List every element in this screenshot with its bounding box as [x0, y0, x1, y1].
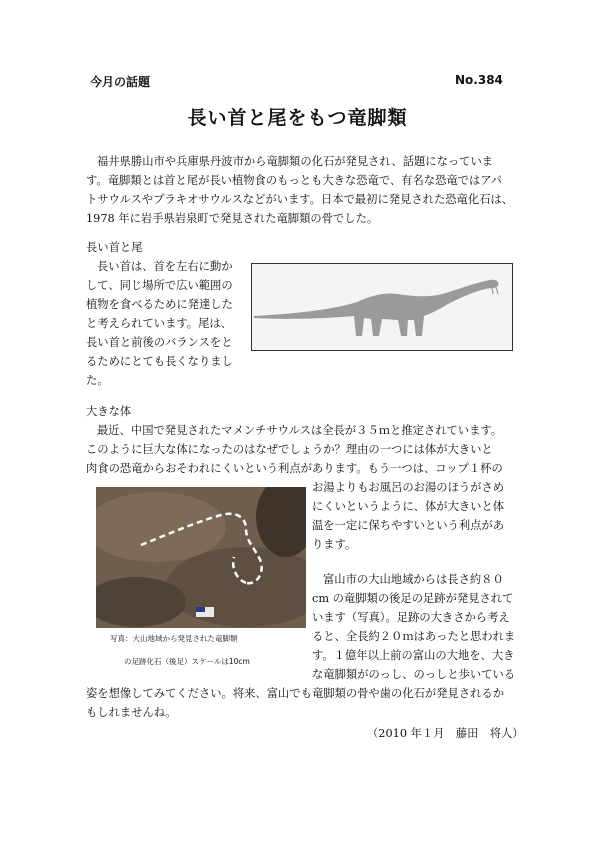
section2-right-line: ります。	[312, 538, 357, 551]
section2-right-line: にくいというように、体が大きいと体	[312, 500, 505, 513]
section2-line: このように巨大な体になったのはなぜでしょうか？理由の一つには体が大きいと	[86, 443, 493, 456]
footprint-photo	[96, 487, 306, 628]
toyama-line: す。１億年以上前の富山の大地を、大き	[312, 649, 515, 662]
photo-caption-line1: 写真：大山地域から発見された竜脚類	[110, 634, 238, 643]
issue-number: No.384	[455, 73, 503, 87]
section2-right-line: お湯よりもお風呂のお湯のほうがさめ	[312, 481, 505, 494]
sauropod-silhouette	[252, 264, 512, 350]
section1-line: た。	[86, 374, 109, 387]
section2-right-paragraph	[312, 478, 504, 554]
toyama-line: 富山市の大山地域からは長さ約８０	[323, 573, 504, 586]
toyama-line: ると、全長約２０ｍはあったと思われま	[312, 630, 516, 643]
section2-paragraph	[86, 421, 503, 478]
section2-right-line: 温を一定に保ちやすいという利点があ	[312, 519, 505, 532]
section1-line: して、同じ場所で広い範囲の	[86, 279, 233, 292]
toyama-paragraph	[312, 570, 515, 684]
section1-line: と考えられています。尾は、	[86, 317, 232, 330]
topic-label: 今月の話題	[90, 75, 151, 89]
footprint-photo-image	[96, 487, 306, 628]
section1-line: 長い首は、首を左右に動か	[97, 260, 233, 273]
toyama-line: います（写真）。足跡の大きさから考え	[312, 611, 510, 624]
intro-line: す。竜脚類とは首と尾が長い植物食のもっとも大きな恐竜で、有名な恐竜ではアパ	[86, 174, 502, 187]
sauropod-figure	[251, 263, 513, 351]
closing-paragraph	[86, 684, 504, 722]
page-title: 長い首と尾をもつ竜脚類	[187, 107, 408, 129]
section1-line: るためにとても長くなりまし	[86, 355, 233, 368]
section2-line: 最近、中国で発見されたマメンチサウルスは全長が３５ｍと推定されています。	[97, 424, 503, 437]
author-signature: （2010 年１月 藤田 将人）	[367, 727, 524, 740]
section1-line: 植物を食べるために発達した	[86, 298, 233, 311]
section1-line: 長い首と前後のバランスをと	[86, 336, 233, 349]
intro-line: 1978 年に岩手県岩泉町で発見された竜脚類の骨でした。	[86, 212, 379, 225]
section2-line: 肉食の恐竜からおそわれにくいという利点があります。もう一つは、コップ１杯の	[86, 462, 503, 475]
section-heading-long-neck: 長い首と尾	[86, 241, 143, 254]
toyama-line: な竜脚類がのっし、のっしと歩いている	[312, 668, 516, 681]
closing-line: 姿を想像してみてください。将来、富山でも竜脚類の骨や歯の化石が発見されるか	[86, 687, 504, 700]
section1-paragraph	[86, 257, 233, 390]
intro-paragraph	[86, 152, 513, 228]
toyama-line: cm の竜脚類の後足の足跡が発見されて	[312, 592, 514, 605]
section-heading-big-body: 大きな体	[86, 405, 132, 418]
intro-line: 福井県勝山市や兵庫県丹波市から竜脚類の化石が発見され、話題になっていま	[97, 155, 494, 168]
photo-caption-line2: の足跡化石（後足）スケールは10cm	[124, 657, 250, 666]
intro-line: トサウルスやブラキオサウルスなどがいます。日本で最初に発見された恐竜化石は、	[86, 193, 514, 206]
closing-line: もしれませんね。	[86, 706, 177, 719]
